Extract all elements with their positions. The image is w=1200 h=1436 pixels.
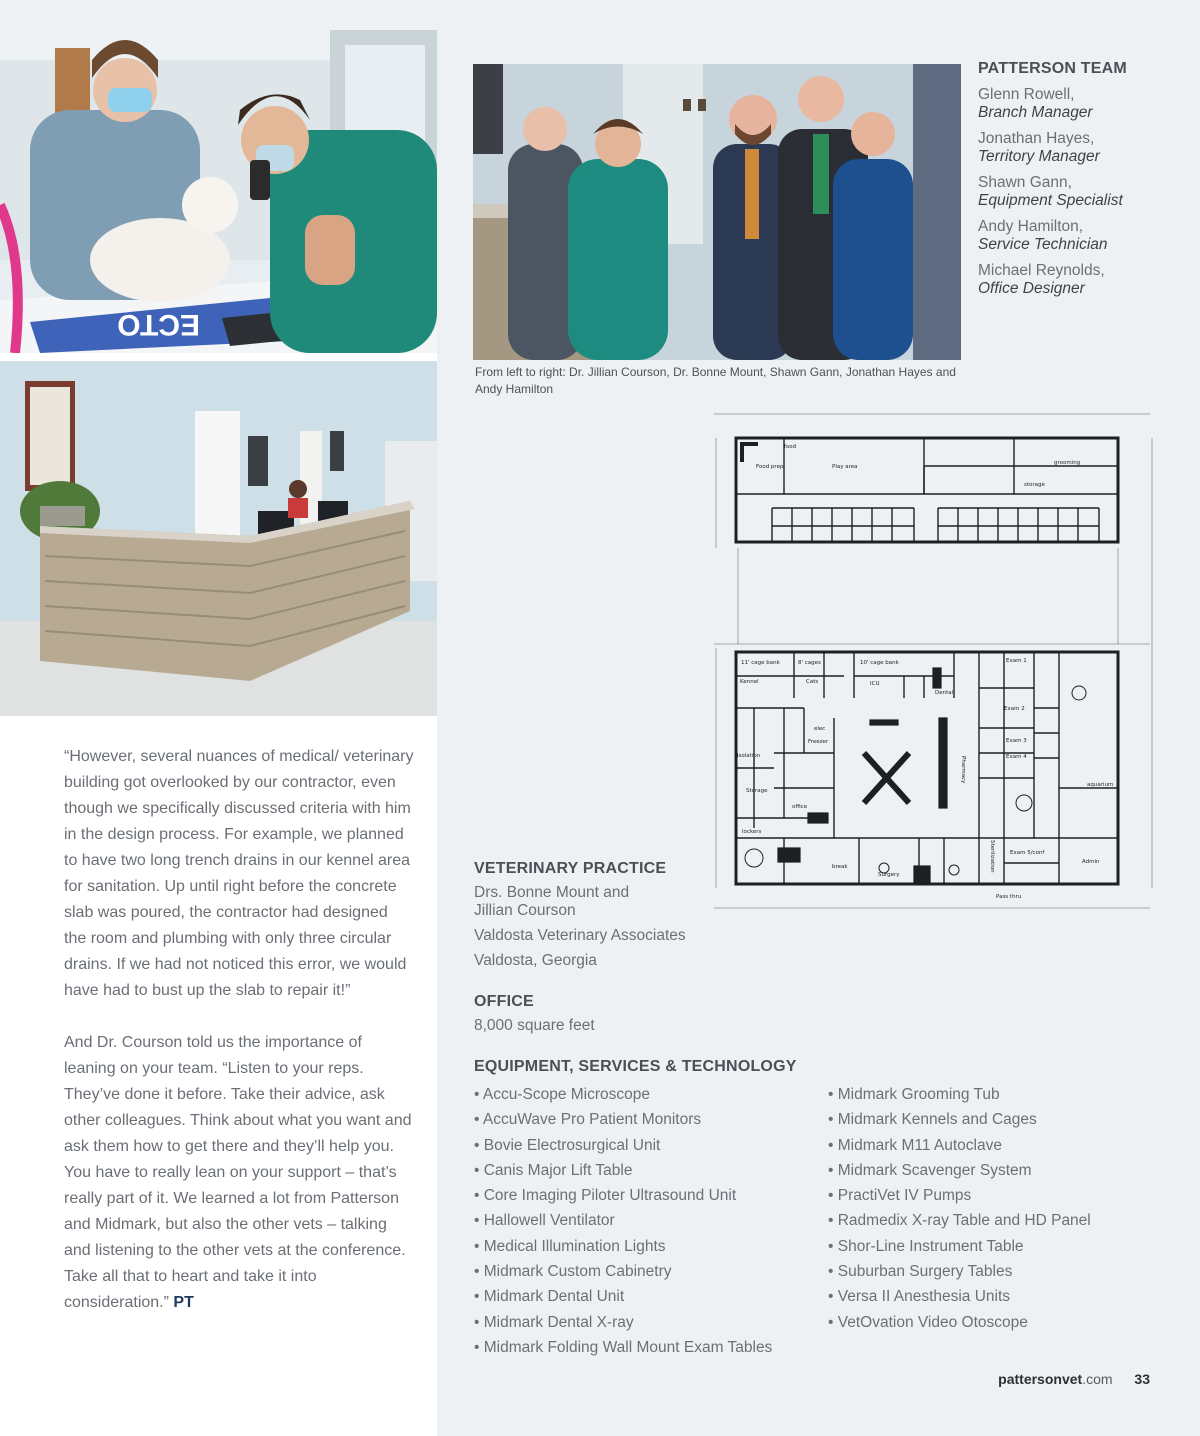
equipment-item: • Midmark Dental Unit [474, 1284, 828, 1309]
equipment-list-column-1 [474, 1082, 828, 1360]
equipment-section [474, 1058, 1174, 1360]
fp-label: aquarium [1087, 782, 1114, 788]
fp-label: Exam 4 [1006, 754, 1027, 760]
fp-label: Exam 1 [1006, 658, 1027, 664]
doctors-line-1: Drs. Bonne Mount and [474, 884, 630, 901]
floor-plan-drawing [704, 408, 1160, 916]
equipment-item: • Versa II Anesthesia Units [828, 1284, 1091, 1309]
equipment-heading: EQUIPMENT, SERVICES & TECHNOLOGY [474, 1058, 797, 1075]
fp-label: Cats [806, 679, 819, 685]
equipment-list-column-2 [828, 1082, 1091, 1360]
equipment-item: • AccuWave Pro Patient Monitors [474, 1107, 828, 1132]
fp-label: lockers [742, 829, 762, 835]
equipment-item: • Shor-Line Instrument Table [828, 1234, 1091, 1259]
fp-label: Dental [935, 690, 954, 696]
patterson-team-heading: PATTERSON TEAM [978, 60, 1127, 77]
fp-label: elec [814, 726, 826, 732]
fp-label: break [832, 864, 848, 870]
fp-label: Sterilization [989, 840, 995, 873]
team-member-name: Michael Reynolds, [978, 262, 1105, 279]
team-member [978, 218, 1188, 254]
practice-name: Valdosta Veterinary Associates [474, 927, 686, 944]
team-member-role: Office Designer [978, 280, 1085, 297]
footer-website[interactable] [998, 1371, 1112, 1387]
equipment-item: • Midmark Custom Cabinetry [474, 1259, 828, 1284]
fp-label: grooming [1054, 460, 1081, 466]
office-section [474, 993, 794, 1035]
office-size: 8,000 square feet [474, 1017, 595, 1034]
team-member [978, 86, 1188, 122]
reception-desk-illustration [0, 361, 437, 716]
veterinary-practice-section [474, 860, 794, 970]
exam-room-illustration [0, 0, 437, 353]
left-column [0, 0, 437, 1436]
team-member-role: Branch Manager [978, 104, 1093, 121]
footer-site-name: pattersonvet [998, 1371, 1083, 1387]
fp-label: Admin [1082, 859, 1100, 865]
quote-paragraph-1: “However, several nuances of medical/ veterinary building got overlooked by our contractor, even though we specifically discussed criteria with him in the design process. For example, we planned to have two long trench drains in our kennel area for sanitation. Up until right before the concrete slab was poured, the contractor had designed the room and plumbing with only three circular drains. If we had not noticed this error, we would have had to bust up the slab to repair it!” [64, 748, 414, 999]
equipment-item: • Midmark Folding Wall Mount Exam Tables [474, 1335, 828, 1360]
page-number: 33 [1134, 1371, 1150, 1387]
fp-label: Exam 5/conf [1010, 850, 1045, 856]
fp-label: ICU [870, 681, 880, 687]
page-footer [998, 1371, 1150, 1387]
pt-end-mark: PT [173, 1294, 194, 1311]
team-photo [473, 64, 961, 360]
exam-room-photo [0, 0, 437, 353]
fp-label: storage [1024, 482, 1045, 488]
fp-label: office [792, 804, 808, 810]
fp-label: Pharmacy [960, 756, 966, 784]
reception-desk-photo [0, 361, 437, 716]
equipment-item: • Suburban Surgery Tables [828, 1259, 1091, 1284]
equipment-item: • Canis Major Lift Table [474, 1158, 828, 1183]
quote-paragraph-2 [64, 1030, 414, 1316]
fp-label: Pass thru [996, 894, 1022, 900]
fp-label: Exam 2 [1004, 706, 1025, 712]
team-member-role: Territory Manager [978, 148, 1100, 165]
fp-label: Kennel [740, 679, 759, 685]
team-photo-illustration [473, 64, 961, 360]
fp-label: Play area [832, 464, 858, 470]
equipment-item: • Accu-Scope Microscope [474, 1082, 828, 1107]
equipment-item: • PractiVet IV Pumps [828, 1183, 1091, 1208]
equipment-item: • Radmedix X-ray Table and HD Panel [828, 1208, 1091, 1233]
team-member-name: Shawn Gann, [978, 174, 1072, 191]
veterinary-practice-heading: VETERINARY PRACTICE [474, 860, 667, 877]
fp-label: Freezer [808, 739, 829, 745]
equipment-item: • Core Imaging Piloter Ultrasound Unit [474, 1183, 828, 1208]
quote-text-block [64, 744, 414, 1342]
team-member-role: Service Technician [978, 236, 1108, 253]
fp-label: 11' cage bank [741, 660, 780, 666]
equipment-item: • Midmark Scavenger System [828, 1158, 1091, 1183]
fp-label: isolation [737, 753, 761, 759]
equipment-item: • Midmark Dental X-ray [474, 1310, 828, 1335]
fp-label: food [784, 444, 797, 450]
team-member [978, 262, 1188, 298]
fp-label: Surgery [878, 872, 900, 878]
team-member-name: Glenn Rowell, [978, 86, 1075, 103]
team-member-name: Andy Hamilton, [978, 218, 1084, 235]
team-member-name: Jonathan Hayes, [978, 130, 1095, 147]
equipment-item: • Midmark Kennels and Cages [828, 1107, 1091, 1132]
quote-paragraph-2-text: And Dr. Courson told us the importance of leaning on your team. “Listen to your reps. They’ve done it before. Take their advice, ask other colleagues. Think about what you want and ask them how to get there and they’ll help you. You have to really lean on your support – that’s really part of it. We learned a lot from Patterson and Midmark, but also the other vets – talking and listening to the other vets at the conference. Take all that to heart and take it into consideration.” [64, 1034, 412, 1311]
footer-site-suffix: .com [1082, 1371, 1113, 1387]
equipment-item: • Midmark M11 Autoclave [828, 1133, 1091, 1158]
fp-label: Food prep [756, 464, 784, 470]
exam-banner-text: ECTO [117, 308, 200, 341]
fp-label: Exam 3 [1006, 738, 1027, 744]
team-member [978, 174, 1188, 210]
equipment-item: • Hallowell Ventilator [474, 1208, 828, 1233]
fp-label: Storage [746, 788, 768, 794]
fp-label: 10' cage bank [860, 660, 899, 666]
team-member-role: Equipment Specialist [978, 192, 1123, 209]
team-photo-caption: From left to right: Dr. Jillian Courson, Dr. Bonne Mount, Shawn Gann, Jonathan Hayes and Andy Hamilton [475, 365, 956, 396]
floor-plan-svg [704, 408, 1160, 916]
equipment-item: • Medical Illumination Lights [474, 1234, 828, 1259]
equipment-item: • Midmark Grooming Tub [828, 1082, 1091, 1107]
office-heading: OFFICE [474, 993, 534, 1010]
doctors-line-2: Jillian Courson [474, 902, 576, 919]
patterson-team-section [978, 60, 1188, 306]
equipment-item: • Bovie Electrosurgical Unit [474, 1133, 828, 1158]
equipment-item: • VetOvation Video Otoscope [828, 1310, 1091, 1335]
practice-location: Valdosta, Georgia [474, 952, 597, 969]
fp-label: 8' cages [798, 660, 821, 666]
team-member [978, 130, 1188, 166]
